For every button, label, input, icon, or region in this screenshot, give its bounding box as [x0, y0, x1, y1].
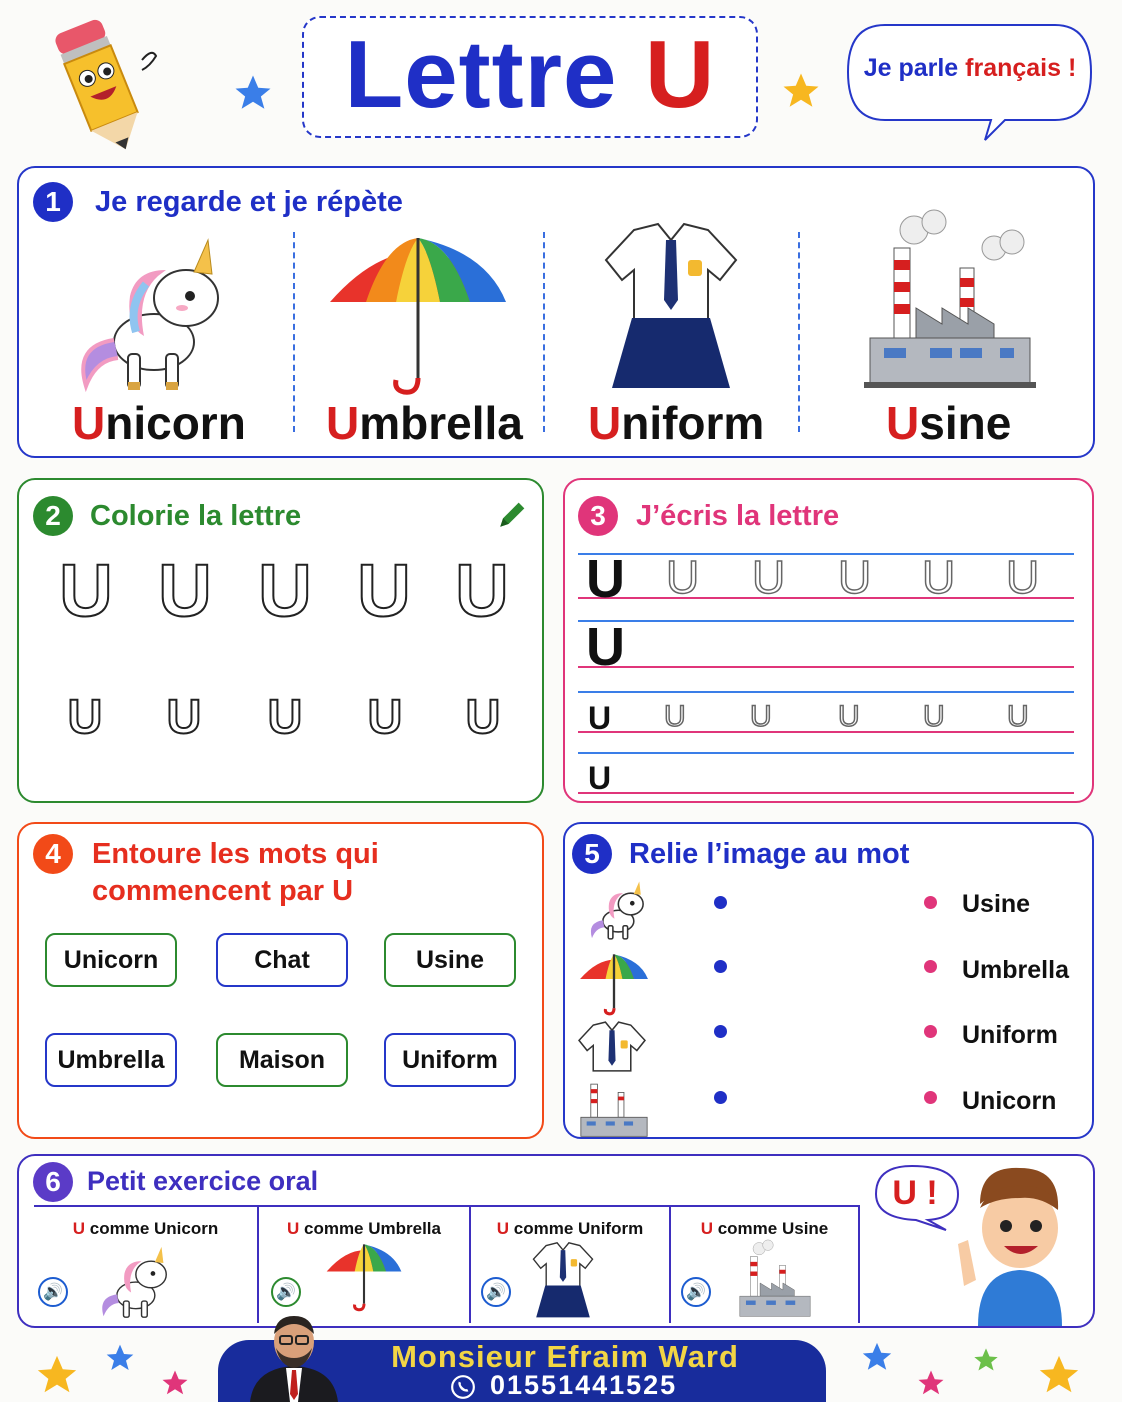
- speech-bubble-text: Je parle français !: [863, 54, 1077, 82]
- speech-bubble-shape: [845, 22, 1095, 144]
- section-title: Relie l’image au mot: [629, 838, 910, 870]
- match-dot-left[interactable]: [714, 1091, 727, 1104]
- section-title: Entoure les mots qui: [92, 838, 379, 870]
- star-icon: [1036, 1352, 1082, 1398]
- star-icon: [780, 70, 822, 112]
- whatsapp-icon: [450, 1374, 476, 1400]
- writing-line: [578, 731, 1074, 733]
- writing-line: [578, 620, 1074, 622]
- oral-card: [34, 1205, 259, 1323]
- word-unicorn: Unicorn: [72, 397, 246, 449]
- writing-line: [578, 553, 1074, 555]
- match-dot-right[interactable]: [924, 960, 937, 973]
- boy-icon: [950, 1160, 1080, 1326]
- color-letter-big[interactable]: U: [59, 549, 113, 632]
- oral-card: [671, 1205, 860, 1323]
- word-choice[interactable]: Maison: [216, 1033, 348, 1087]
- pencil-mascot-icon: [30, 8, 170, 158]
- writing-line: [578, 691, 1074, 693]
- uniform-icon: [604, 220, 738, 396]
- trace-letter[interactable]: U: [752, 551, 786, 603]
- speaker-icon[interactable]: 🔊: [481, 1277, 511, 1307]
- model-letter: U: [588, 760, 612, 796]
- trace-letter[interactable]: U: [664, 700, 686, 733]
- section-number: 6: [33, 1162, 73, 1202]
- unicorn-icon: [584, 880, 648, 942]
- trace-letter[interactable]: U: [838, 551, 872, 603]
- star-icon: [34, 1352, 80, 1398]
- color-letter-big[interactable]: U: [357, 549, 411, 632]
- oral-card-caption: U comme Umbrella: [286, 1219, 441, 1238]
- star-icon: [916, 1368, 946, 1398]
- trace-letter[interactable]: U: [838, 700, 860, 733]
- match-word: Unicorn: [962, 1087, 1057, 1115]
- word-choice[interactable]: Uniform: [384, 1033, 516, 1087]
- match-dot-right[interactable]: [924, 896, 937, 909]
- trace-letter[interactable]: U: [1007, 700, 1029, 733]
- match-dot-left[interactable]: [714, 896, 727, 909]
- writing-line: [578, 597, 1074, 599]
- word-uniform: Uniform: [588, 397, 765, 449]
- word-choice[interactable]: Usine: [384, 933, 516, 987]
- teacher-avatar: [246, 1312, 342, 1402]
- word-choice[interactable]: Unicorn: [45, 933, 177, 987]
- color-letter-big[interactable]: U: [455, 549, 509, 632]
- match-dot-right[interactable]: [924, 1091, 937, 1104]
- color-letter-big[interactable]: U: [258, 549, 312, 632]
- trace-letter[interactable]: U: [750, 700, 772, 733]
- oral-card-caption: U comme Unicorn: [72, 1219, 219, 1238]
- star-icon: [232, 72, 274, 114]
- oral-card: [471, 1205, 671, 1323]
- trace-letter[interactable]: U: [1006, 551, 1040, 603]
- word-choice[interactable]: Umbrella: [45, 1033, 177, 1087]
- factory-icon: [578, 1080, 650, 1138]
- factory-icon: [864, 208, 1036, 390]
- section-number: 2: [33, 496, 73, 536]
- speaker-icon[interactable]: 🔊: [681, 1277, 711, 1307]
- word-usine: Usine: [886, 397, 1012, 449]
- umbrella-icon: [326, 232, 510, 398]
- speaker-icon[interactable]: 🔊: [38, 1277, 68, 1307]
- divider: [543, 232, 545, 432]
- match-dot-left[interactable]: [714, 960, 727, 973]
- star-icon: [104, 1342, 136, 1374]
- star-icon: [972, 1346, 1000, 1374]
- uniform-icon: [531, 1241, 595, 1321]
- model-letter: U: [586, 549, 625, 609]
- section-title: commencent par U: [92, 875, 354, 907]
- color-letter-big[interactable]: U: [158, 549, 212, 632]
- oral-bubble-text: U !: [892, 1174, 938, 1212]
- umbrella-icon: [578, 952, 650, 1016]
- teacher-name: Monsieur Efraim Ward: [391, 1339, 739, 1374]
- oral-card-caption: U comme Uniform: [496, 1219, 644, 1238]
- writing-line: [578, 792, 1074, 794]
- divider: [293, 232, 295, 432]
- color-letter-small[interactable]: U: [67, 691, 103, 744]
- match-word: Uniform: [962, 1021, 1058, 1049]
- uniform-icon: [578, 1020, 646, 1076]
- section-title: Je regarde et je répète: [95, 186, 403, 218]
- section-title: Petit exercice oral: [87, 1166, 319, 1196]
- color-letter-small[interactable]: U: [166, 691, 202, 744]
- word-umbrella: Umbrella: [326, 397, 523, 449]
- unicorn-icon: [92, 1245, 174, 1321]
- writing-line: [578, 666, 1074, 668]
- phone-number: 01551441525: [490, 1370, 678, 1400]
- section-number: 3: [578, 496, 618, 536]
- trace-letter[interactable]: U: [666, 551, 700, 603]
- model-letter: U: [586, 617, 625, 677]
- match-dot-left[interactable]: [714, 1025, 727, 1038]
- trace-letter[interactable]: U: [923, 700, 945, 733]
- oral-card: [259, 1205, 471, 1323]
- model-letter: U: [588, 700, 612, 736]
- star-icon: [860, 1340, 894, 1374]
- color-letter-small[interactable]: U: [465, 691, 501, 744]
- word-choice[interactable]: Chat: [216, 933, 348, 987]
- speaker-icon[interactable]: 🔊: [271, 1277, 301, 1307]
- divider: [798, 232, 800, 432]
- match-word: Umbrella: [962, 956, 1069, 984]
- writing-line: [578, 752, 1074, 754]
- unicorn-icon: [66, 236, 230, 396]
- oral-card-caption: U comme Usine: [700, 1219, 829, 1238]
- trace-letter[interactable]: U: [922, 551, 956, 603]
- section-number: 4: [33, 834, 73, 874]
- match-dot-right[interactable]: [924, 1025, 937, 1038]
- color-letter-small[interactable]: U: [367, 691, 403, 744]
- pencil-icon: [496, 496, 530, 532]
- section-title: Colorie la lettre: [90, 500, 302, 532]
- section-number: 1: [33, 182, 73, 222]
- section-title: J’écris la lettre: [636, 500, 840, 532]
- page-title: Lettre U: [344, 21, 716, 128]
- color-letter-small[interactable]: U: [267, 691, 303, 744]
- match-word: Usine: [962, 890, 1031, 918]
- factory-icon: [733, 1239, 817, 1319]
- umbrella-icon: [325, 1241, 403, 1313]
- section-number: 5: [572, 834, 612, 874]
- star-icon: [160, 1368, 190, 1398]
